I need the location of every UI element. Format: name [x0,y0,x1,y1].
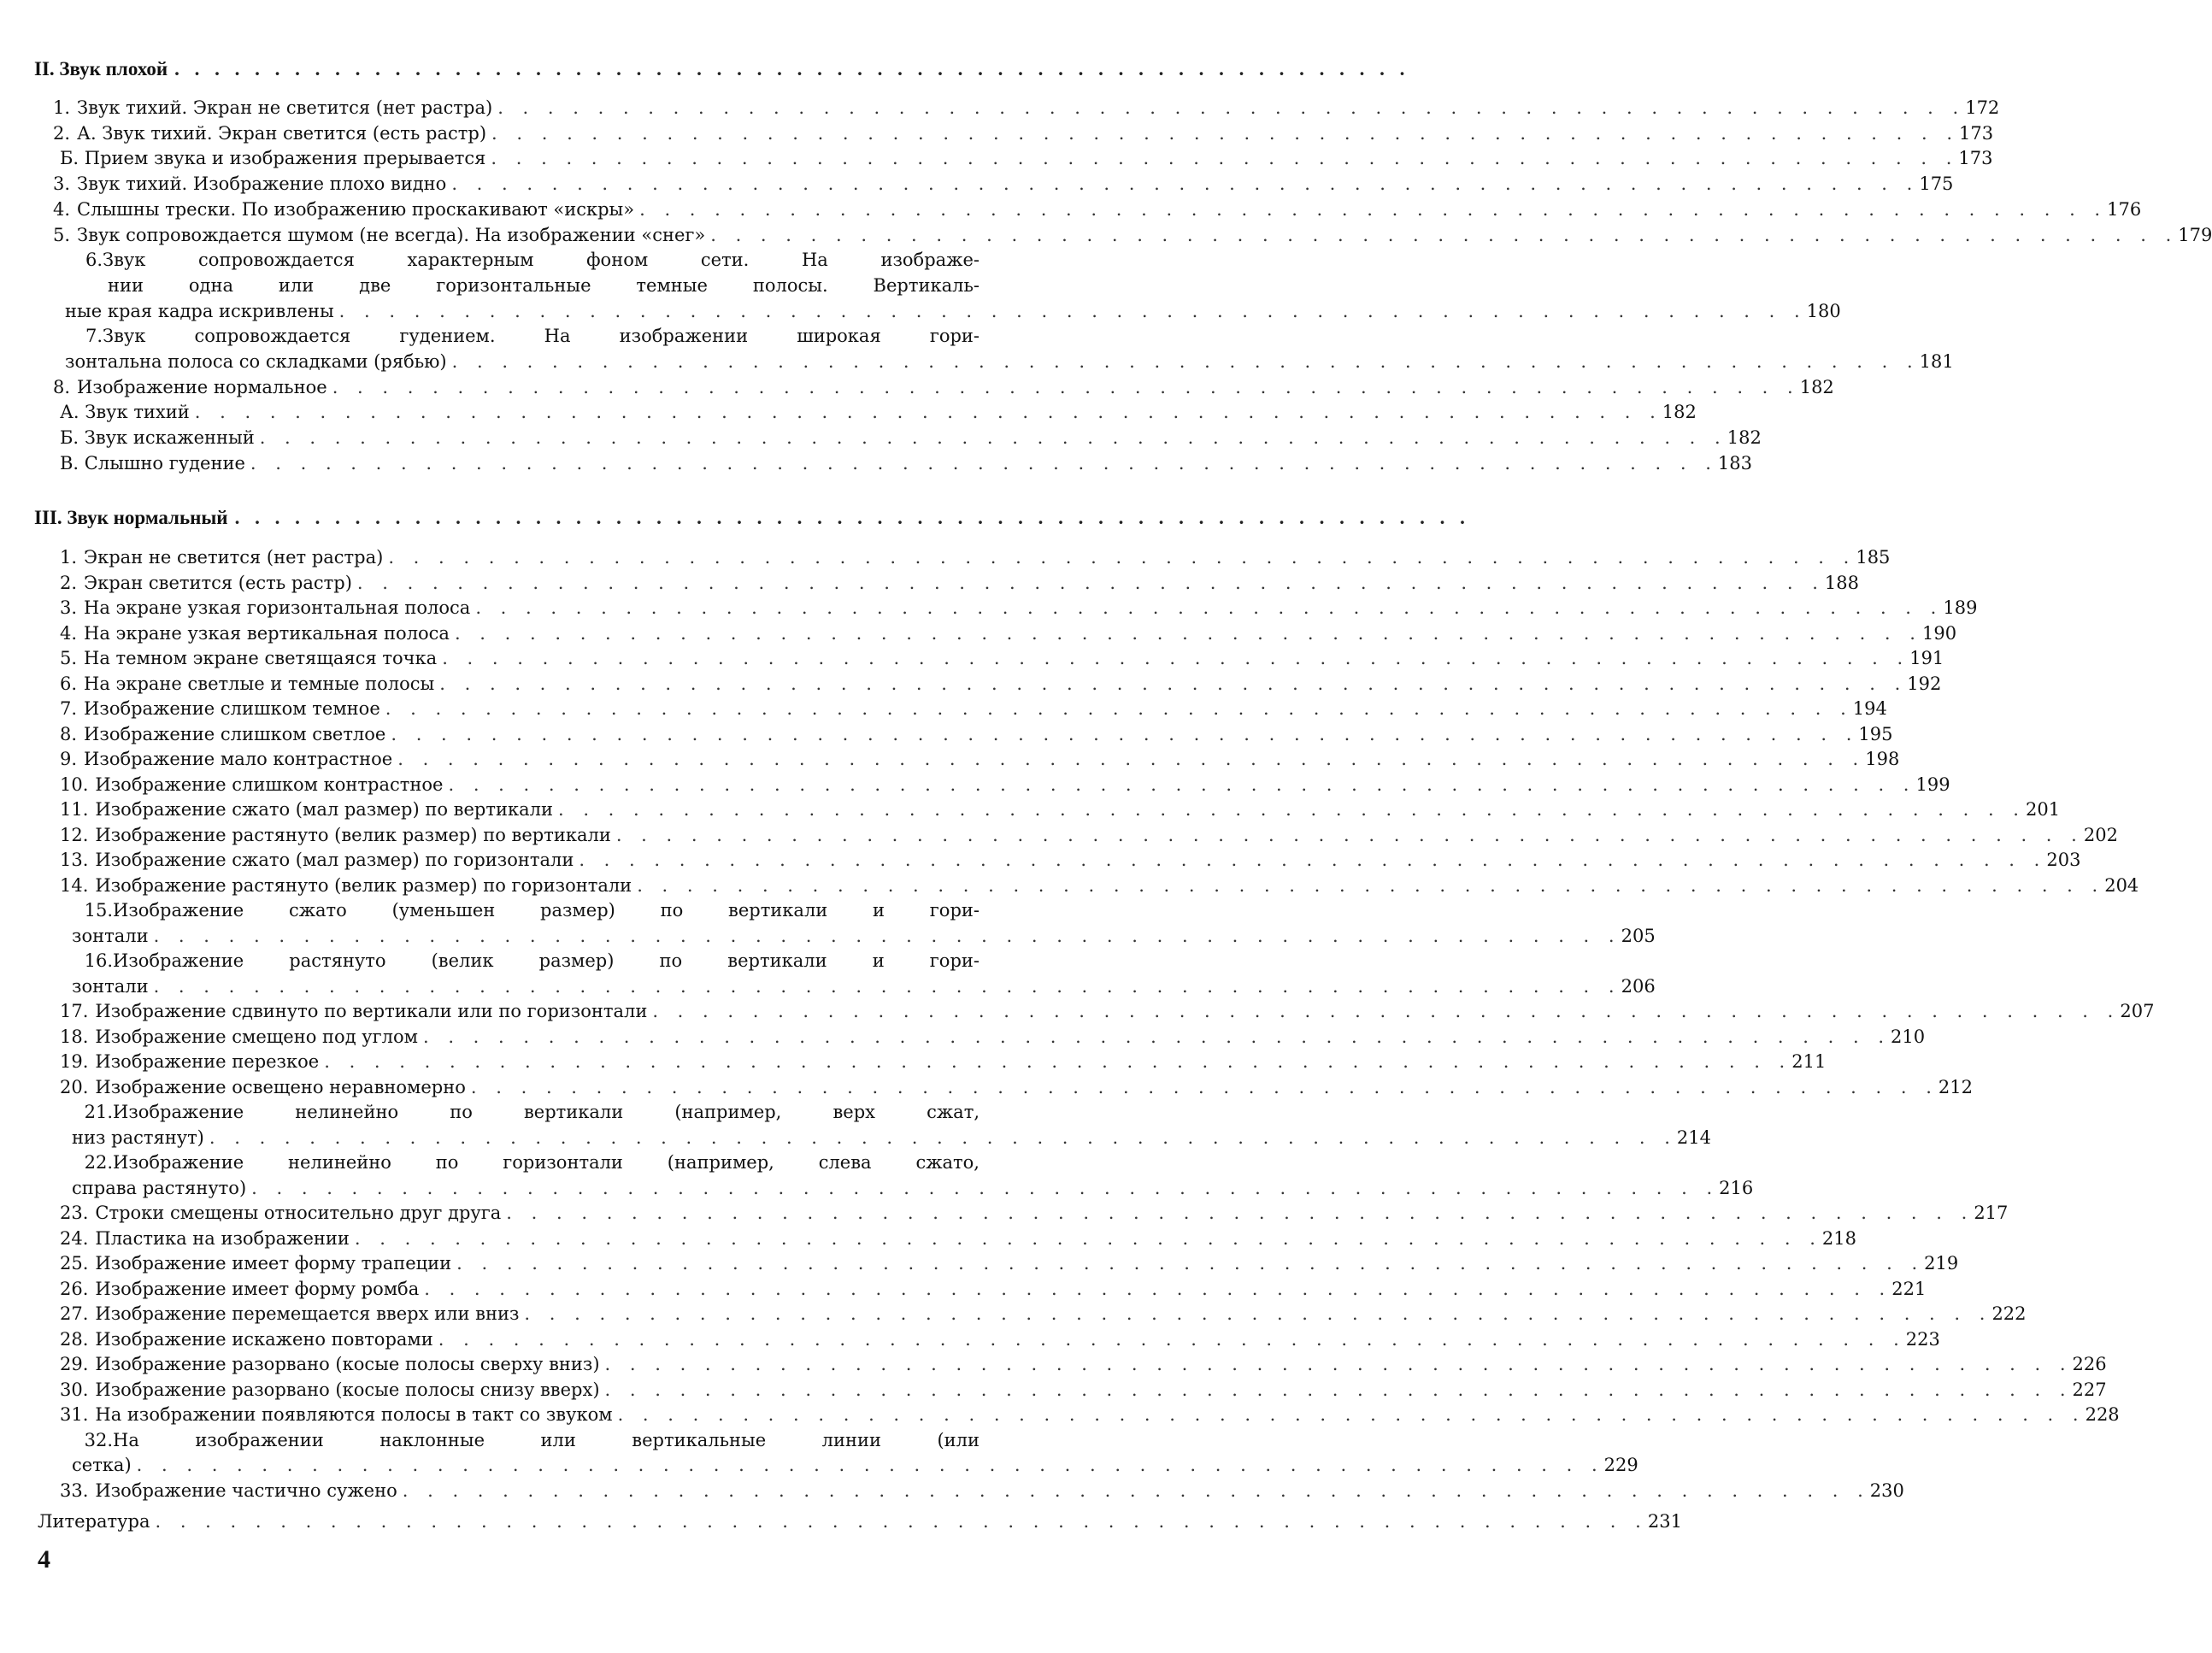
dot-leader: . . . . . . . . . . . . . . . . . . . . . . . . . . . . . . . . . . . . . . . . . . . . . . . . . . . . . . . . . . . [153,925,1621,946]
toc-entry-page: 198 [1865,749,1900,769]
toc-entry [60,697,1887,721]
toc-entry-number: 18. [60,1026,89,1047]
toc-entry-title: Изображение имеет форму трапеции [95,1253,452,1274]
toc-entry-page: 227 [2072,1379,2107,1400]
toc-entry-title-line: На изображении наклонные или вертикальные линии (или [113,1429,980,1450]
dot-leader: . . . . . . . . . . . . . . . . . . . . . . . . . . . . . . . . . . . . . . . . . . . . . . . . . . . . . . . . . . . [338,300,1807,321]
toc-entry-title: На темном экране светящаяся точка [84,648,438,668]
toc-entry-number: 8. [60,723,78,744]
toc-entry-page: 191 [1909,648,1944,668]
toc-entry [60,1176,1754,1201]
toc-entry [60,1453,1638,1478]
toc-entry-title: А. Звук тихий. Экран светится (есть растр) [77,122,487,144]
toc-entry-title: Б. Звук искаженный [60,427,255,449]
toc-entry-literature [38,1509,1682,1534]
toc-entry-title: Изображение смещено под углом [95,1026,418,1047]
toc-entry-page: 182 [1799,376,1834,397]
toc-entry [60,1050,1827,1074]
toc-entry-title: Пластика на изображении [95,1227,350,1249]
toc-entry-title: Экран светится (есть растр) [84,572,352,593]
dot-leader: . . . . . . . . . . . . . . . . . . . . . . . . . . . . . . . . . . . . . . . . . . . . . . . . . . . . . . . . . . . [153,975,1621,997]
toc-entry-title: справа растянуто) [72,1177,247,1198]
toc-entry-number: 1. [53,97,71,118]
toc-entry-title: Изображение искажено повторами [95,1328,433,1350]
toc-entry-number: 7. [85,326,103,347]
toc-entry [60,1302,2027,1327]
toc-entry [60,1201,2009,1226]
toc-entry-page: 192 [1907,673,1942,694]
toc-entry [60,1126,1711,1150]
toc-entry-page: 176 [2107,198,2142,220]
toc-entry-title-line: Изображение нелинейно по горизонтали (например, слева сжато, [113,1152,980,1173]
toc-entry [60,646,1944,671]
toc-entry-number: 3. [53,174,71,195]
dot-leader: . . . . . . . . . . . . . . . . . . . . . . . . . . . . . . . . . . . . . . . . . . . . . . . . . . . . . . . . . . . [422,1026,1891,1047]
dot-leader: . . . . . . . . . . . . . . . . . . . . . . . . . . . . . . . . . . . . . . . . . . . . . . . . . . . . . . . . . . . [617,1404,2086,1425]
toc-entry-title: Изображение частично сужено [95,1479,397,1501]
toc-entry [60,823,2118,848]
toc-entry-title: низ растянут) [72,1127,204,1148]
toc-entry-title: Строки смещены относительно друг друга [95,1203,502,1223]
toc-entry [53,146,1993,171]
dot-leader: . . . . . . . . . . . . . . . . . . . . . . . . . . . . . . . . . . . . . . . . . . . . . . . . . . . . . . . . . . . [456,1253,1925,1274]
toc-entry-title: зонтали [72,975,149,997]
toc-entry-number: 9. [60,749,78,769]
dot-leader: . . . . . . . . . . . . . . . . . . . . . . . . . . . . . . . . . . . . . . . . . . . . . . . . . . . . . . . . . . . [332,376,1800,397]
toc-entry [60,1251,1959,1276]
toc-entry-page: 188 [1824,572,1859,593]
toc-entry-title: зонтальна полоса со складками (рябью) [65,351,447,372]
toc-entry [60,1277,1927,1302]
toc-entry-title: Изображение растянуто (велик размер) по горизонтали [95,874,632,896]
toc-entry [60,974,1656,999]
dot-leader: . . . . . . . . . . . . . . . . . . . . . . . . . . . . . . . . . . . . . . . . . . . . . . . . . . . . . . . . . . . [604,1379,2073,1400]
toc-entry [53,121,1994,146]
toc-entry-title: Литература [38,1511,150,1532]
toc-entry-number: 7. [60,698,78,719]
section-heading-text: II. Звук плохой [34,58,168,79]
toc-entry [60,1403,2120,1427]
dot-leader: . . . . . . . . . . . . . . . . . . . . . . . . . . . . . . . . . . . . . . . . . . . . . . . . . . . . . . . . . . . [354,1227,1822,1249]
toc-entry-title: Звук сопровождается шумом (не всегда). На изображении «снег» [77,224,706,245]
toc-entry-title: Изображение растянуто (велик размер) по вертикали [95,824,611,845]
toc-entry-title: На экране светлые и темные полосы [84,673,435,694]
toc-entry-title: Изображение разорвано (косые полосы снизу вверх) [95,1379,600,1400]
toc-entry [60,722,1893,747]
toc-entry-number: 4. [53,198,71,220]
toc-entry [60,1378,2107,1403]
toc-entry [60,999,2155,1024]
page-number: 4 [38,1545,50,1574]
toc-entry-page: 201 [2025,799,2061,820]
dot-leader: . . . . . . . . . . . . . . . . . . . . . . . . . . . . . . . . . . . . . . . . . . . . . . . . . . . . . . . . . . . [497,97,1966,118]
toc-entry-page: 190 [1921,622,1957,644]
toc-entry-number: 32. [84,1429,113,1450]
toc-entry-title: Звук тихий. Изображение плохо видно [77,174,447,195]
toc-entry-number: 27. [60,1303,89,1324]
toc-entry-page: 189 [1943,597,1978,618]
toc-entry-page: 194 [1852,698,1887,719]
toc-entry-number: 5. [60,648,78,668]
toc-entry [60,1025,1926,1050]
toc-entry-number: 22. [84,1152,113,1173]
toc-entry-page: 217 [1974,1203,2009,1223]
toc-entry-number: 2. [60,572,78,593]
toc-entry-title-line: Изображение сжато (уменьшен размер) по вертикали и гори- [113,900,980,921]
toc-entry [53,223,2212,248]
dot-leader: . . . . . . . . . . . . . . . . . . . . . . . . . . . . . . . . . . . . . . . . . . . . . . . . . . . . . . . . . . . [475,597,1944,618]
toc-entry-page: 181 [1919,351,1954,372]
toc-entry-page: 229 [1603,1455,1638,1475]
toc-entry-page: 175 [1919,174,1954,195]
toc-entry-title: Изображение освещено неравномерно [95,1076,466,1097]
toc-entry-number: 24. [60,1227,89,1249]
toc-entry-page: 223 [1905,1328,1940,1350]
dot-leader: . . . . . . . . . . . . . . . . . . . . . . . . . . . . . . . . . . . . . . . . . . . . . . . . . . . . . . . . . . . [391,723,1859,744]
toc-entry [60,1227,1857,1251]
toc-entry-page: 231 [1647,1511,1682,1532]
toc-entry-page: 226 [2072,1354,2107,1374]
toc-entry-title-line: Изображение нелинейно по вертикали (например, верх сжат, [113,1102,980,1122]
toc-entry-title: Изображение сжато (мал размер) по вертикали [95,799,553,820]
toc-entry-number: 23. [60,1203,89,1223]
toc-entry [60,545,1891,570]
dot-leader: . . . . . . . . . . . . . . . . . . . . . . . . . . . . . . . . . . . . . . . . . . . . . . . . . . . . . . . . . . . [324,1051,1792,1072]
toc-entry-number: 26. [60,1278,89,1299]
toc-entry-page: 216 [1719,1177,1754,1198]
toc-entry-number: 30. [60,1379,89,1400]
toc-entry-number: 19. [60,1051,89,1072]
toc-entry-page: 179 [2178,224,2212,245]
toc-entry-title: ные края кадра искривлены [65,300,334,321]
toc-entry [60,874,2139,898]
dot-leader: . . . . . . . . . . . . . . . . . . . . . . . . . . . . . . . . . . . . . . . . . . . . . . . . . . . . . . . . . . . [491,122,1960,144]
toc-entry-number: 25. [60,1253,89,1274]
toc-entry-number: 5. [53,224,71,245]
dot-leader: . . . . . . . . . . . . . . . . . . . . . . . . . . . . . . . . . . . . . . . . . . . . . . . . . . . . . . . . . . . [250,452,1718,474]
toc-entry-number: 6. [60,673,78,694]
dot-leader: . . . . . . . . . . . . . . . . . . . . . . . . . . . . . . . . . . . . . . . . . . . . . . . . . . . . . . . . . . . [604,1354,2073,1374]
toc-entry-number: 17. [60,1001,89,1021]
dot-leader: . . . . . . . . . . . . . . . . . . . . . . . . . . . . . . . . . . . . . . . . . . . . . . . . . . . . . . . . . . . [397,749,1866,769]
toc-entry-page: 204 [2104,874,2139,896]
toc-entry [53,426,1762,450]
toc-entry-number: 16. [84,950,113,971]
dot-leader: . . . . . . . . . . . . . . . . . . . . . . . . . . . . . . . . . . . . . . . . . . . . . . . . . . . . . . . . . . . [136,1455,1604,1475]
dot-leader: . . . . . . . . . . . . . . . . . . . . . . . . . . . . . . . . . . . . . . . . . . . . . . . . . . . . . . . . . . . [385,698,1853,719]
dot-leader: . . . . . . . . . . . . . . . . . . . . . . . . . . . . . . . . . . . . . . . . . . . . . . . . . . . . . . . . . . . [251,1177,1720,1198]
dot-leader: . . . . . . . . . . . . . . . . . . . . . . . . . . . . . . . . . . . . . . . . . . . . . . . . . . . . . . . . . . . [194,402,1662,423]
toc-entry-page: 228 [2085,1404,2120,1425]
toc-entry [60,621,1957,646]
toc-entry [60,773,1950,797]
toc-entry-page: 211 [1791,1051,1827,1072]
toc-entry-page: 185 [1856,547,1891,568]
toc-entry [60,1479,1904,1503]
dot-leader: . . . . . . . . . . . . . . . . . . . . . . . . . . . . . . . . . . . . . . . . . . . . . . . . . . . . . . . . . . . [442,648,1910,668]
dot-leader: . . . . . . . . . . . . . . . . . . . . . . . . . . . . . . . . . . . . . . . . . . . . . . . . . . . . . . . . . . . [451,174,1920,195]
toc-entry-number: 4. [60,622,78,644]
toc-entry-number: 28. [60,1328,89,1350]
toc-entry [53,400,1697,425]
toc-entry-number: 1. [60,547,78,568]
section-heading-2 [34,58,1410,84]
toc-entry-number: 12. [60,824,89,845]
toc-entry-title: зонтали [72,925,149,946]
toc-entry [60,848,2081,873]
dot-leader: . . . . . . . . . . . . . . . . . . . . . . . . . . . . . . . . . . . . . . . . . . . . . . . . . . . . . . . . . . . [639,198,2108,220]
toc-entry [53,451,1752,476]
toc-entry-title: Изображение имеет форму ромба [95,1278,420,1299]
toc-entry-title-line: нии одна или две горизонтальные темные полосы. Вертикаль- [108,274,980,296]
dot-leader: . . . . . . . . . . . . . . . . . . . . . . . . . . . . . . . . . . . . . . . . . . . . . . . . . . . . . . . . . . . [637,874,2105,896]
toc-entry-number: 10. [60,774,89,795]
dot-leader: . . . . . . . . . . . . . . . . . . . . . . . . . . . . . . . . . . . . . . . . . . . . . . . . . . . . . . . . . . . [438,1328,1906,1350]
toc-entry-page: 205 [1621,925,1656,946]
dot-leader: . . . . . . . . . . . . . . . . . . . . . . . . . . . . . . . . . . . . . . . . . . . . . . . . . . . . . . . . . . . . . . [174,58,1410,79]
toc-entry-number: 11. [60,799,89,820]
dot-leader: . . . . . . . . . . . . . . . . . . . . . . . . . . . . . . . . . . . . . . . . . . . . . . . . . . . . . . . . . . . [579,850,2047,870]
dot-leader: . . . . . . . . . . . . . . . . . . . . . . . . . . . . . . . . . . . . . . . . . . . . . . . . . . . . . . . . . . . [259,427,1727,449]
toc-entry-number: 3. [60,597,78,618]
dot-leader: . . . . . . . . . . . . . . . . . . . . . . . . . . . . . . . . . . . . . . . . . . . . . . . . . . . . . . . . . . . [388,547,1856,568]
toc-entry-title: Изображение мало контрастное [84,749,393,769]
toc-entry [53,299,1841,324]
dot-leader: . . . . . . . . . . . . . . . . . . . . . . . . . . . . . . . . . . . . . . . . . . . . . . . . . . . . . . . . . . . [652,1001,2121,1021]
dot-leader: . . . . . . . . . . . . . . . . . . . . . . . . . . . . . . . . . . . . . . . . . . . . . . . . . . . . . . . . . . . [524,1303,1992,1324]
toc-entry-page: 206 [1621,975,1656,997]
toc-entry [53,350,1954,374]
toc-entry [53,375,1834,400]
dot-leader: . . . . . . . . . . . . . . . . . . . . . . . . . . . . . . . . . . . . . . . . . . . . . . . . . . . . . . . . . . . [209,1127,1677,1148]
toc-entry-page: 202 [2083,824,2118,845]
section-heading-text: III. Звук нормальный [34,507,228,528]
toc-entry-title: На изображении появляются полосы в такт со звуком [95,1404,613,1425]
toc-entry-page: 210 [1891,1026,1926,1047]
toc-entry-title: Слышны трески. По изображению проскакивают «искры» [77,198,635,220]
toc-entry [53,197,2142,222]
toc-entry-number: 13. [60,850,89,870]
toc-entry [60,797,2061,822]
toc-entry-page: 203 [2046,850,2081,870]
toc-entry [60,596,1978,621]
section-heading-3 [34,507,1470,532]
toc-entry [60,1075,1973,1100]
toc-entry [53,96,2000,121]
toc-entry-title: Экран не светится (нет растра) [84,547,384,568]
toc-entry-title: На экране узкая вертикальная полоса [84,622,450,644]
dot-leader: . . . . . . . . . . . . . . . . . . . . . . . . . . . . . . . . . . . . . . . . . . . . . . . . . . . . . . . . . . . [356,572,1825,593]
toc-entry-page: 230 [1869,1479,1904,1501]
toc-entry-title: Изображение нормальное [77,376,327,397]
dot-leader: . . . . . . . . . . . . . . . . . . . . . . . . . . . . . . . . . . . . . . . . . . . . . . . . . . . . . . . . . . . [451,351,1920,372]
toc-entry-page: 195 [1858,723,1893,744]
toc-entry-title: Изображение перезкое [95,1051,320,1072]
toc-entry-number: 20. [60,1076,89,1097]
toc-entry-page: 173 [1959,122,1994,144]
toc-entry-number: 33. [60,1479,89,1501]
dot-leader: . . . . . . . . . . . . . . . . . . . . . . . . . . . . . . . . . . . . . . . . . . . . . . . . . . . . . . . . . . . . . . [234,507,1470,528]
dot-leader: . . . . . . . . . . . . . . . . . . . . . . . . . . . . . . . . . . . . . . . . . . . . . . . . . . . . . . . . . . . [454,622,1922,644]
toc-entry [60,747,1900,772]
dot-leader: . . . . . . . . . . . . . . . . . . . . . . . . . . . . . . . . . . . . . . . . . . . . . . . . . . . . . . . . . . . [402,1479,1870,1501]
toc-entry-title: сетка) [72,1455,132,1475]
toc-entry-page: 221 [1891,1278,1927,1299]
toc-entry-title: Изображение разорвано (косые полосы сверху вниз) [95,1354,600,1374]
toc-entry-title: В. Слышно гудение [60,452,245,474]
toc-entry-title-line: Изображение растянуто (велик размер) по вертикали и гори- [113,950,980,971]
dot-leader: . . . . . . . . . . . . . . . . . . . . . . . . . . . . . . . . . . . . . . . . . . . . . . . . . . . . . . . . . . . . [155,1511,1648,1532]
toc-entry [60,1327,1940,1352]
toc-entry-title: Б. Прием звука и изображения прерывается [60,148,486,169]
toc-entry-page: 182 [1727,427,1762,449]
toc-entry-page: 173 [1958,148,1993,169]
dot-leader: . . . . . . . . . . . . . . . . . . . . . . . . . . . . . . . . . . . . . . . . . . . . . . . . . . . . . . . . . . . [439,673,1908,694]
toc-entry [60,924,1656,949]
toc-entry-number: 29. [60,1354,89,1374]
toc-entry-title: Изображение перемещается вверх или вниз [95,1303,520,1324]
toc-entry-title: Изображение сдвинуто по вертикали или по горизонтали [95,1001,648,1021]
dot-leader: . . . . . . . . . . . . . . . . . . . . . . . . . . . . . . . . . . . . . . . . . . . . . . . . . . . . . . . . . . . [491,148,1959,169]
toc-entry-number: 21. [84,1102,113,1122]
toc-entry-number: 15. [84,900,113,921]
dot-leader: . . . . . . . . . . . . . . . . . . . . . . . . . . . . . . . . . . . . . . . . . . . . . . . . . . . . . . . . . . . [424,1278,1892,1299]
toc-entry-title: А. Звук тихий [60,402,190,423]
toc-entry-number: 8. [53,376,71,397]
dot-leader: . . . . . . . . . . . . . . . . . . . . . . . . . . . . . . . . . . . . . . . . . . . . . . . . . . . . . . . . . . . [448,774,1916,795]
toc-entry-page: 222 [1991,1303,2027,1324]
dot-leader: . . . . . . . . . . . . . . . . . . . . . . . . . . . . . . . . . . . . . . . . . . . . . . . . . . . . . . . . . . . [615,824,2084,845]
dot-leader: . . . . . . . . . . . . . . . . . . . . . . . . . . . . . . . . . . . . . . . . . . . . . . . . . . . . . . . . . . . [506,1203,1974,1223]
toc-entry [53,172,1954,197]
toc-entry [60,1352,2107,1377]
toc-entry-page: 180 [1806,300,1841,321]
toc-entry-title-line: Звук сопровождается гудением. На изображении широкая гори- [103,326,980,347]
toc-entry-number: 14. [60,874,89,896]
toc-entry-page: 212 [1938,1076,1973,1097]
toc-entry-title: Изображение слишком светлое [84,723,386,744]
toc-entry-number: 31. [60,1404,89,1425]
toc-entry-title: Изображение слишком контрастное [95,774,444,795]
toc-entry [60,672,1942,697]
toc-entry-page: 214 [1676,1127,1711,1148]
toc-entry-page: 183 [1717,452,1752,474]
dot-leader: . . . . . . . . . . . . . . . . . . . . . . . . . . . . . . . . . . . . . . . . . . . . . . . . . . . . . . . . . . . [470,1076,1938,1097]
toc-entry-page: 218 [1821,1227,1857,1249]
toc-entry-page: 172 [1965,97,2000,118]
toc-entry-title: Изображение слишком темное [84,698,380,719]
toc-entry [60,571,1859,596]
dot-leader: . . . . . . . . . . . . . . . . . . . . . . . . . . . . . . . . . . . . . . . . . . . . . . . . . . . . . . . . . . . [557,799,2026,820]
toc-entry-number: 6. [85,250,103,271]
toc-entry-title: Звук тихий. Экран не светится (нет растра) [77,97,493,118]
toc-entry-page: 182 [1662,402,1697,423]
toc-entry-title: На экране узкая горизонтальная полоса [84,597,471,618]
toc-entry-title: Изображение сжато (мал размер) по горизонтали [95,850,574,870]
toc-entry-title-line: Звук сопровождается характерным фоном сети. На изображе- [103,250,980,271]
toc-entry-number: 2. [53,122,71,144]
dot-leader: . . . . . . . . . . . . . . . . . . . . . . . . . . . . . . . . . . . . . . . . . . . . . . . . . . . . . . . . . . . [710,224,2179,245]
toc-entry-page: 199 [1915,774,1950,795]
toc-entry-page: 219 [1924,1253,1959,1274]
toc-entry-page: 207 [2120,1001,2155,1021]
